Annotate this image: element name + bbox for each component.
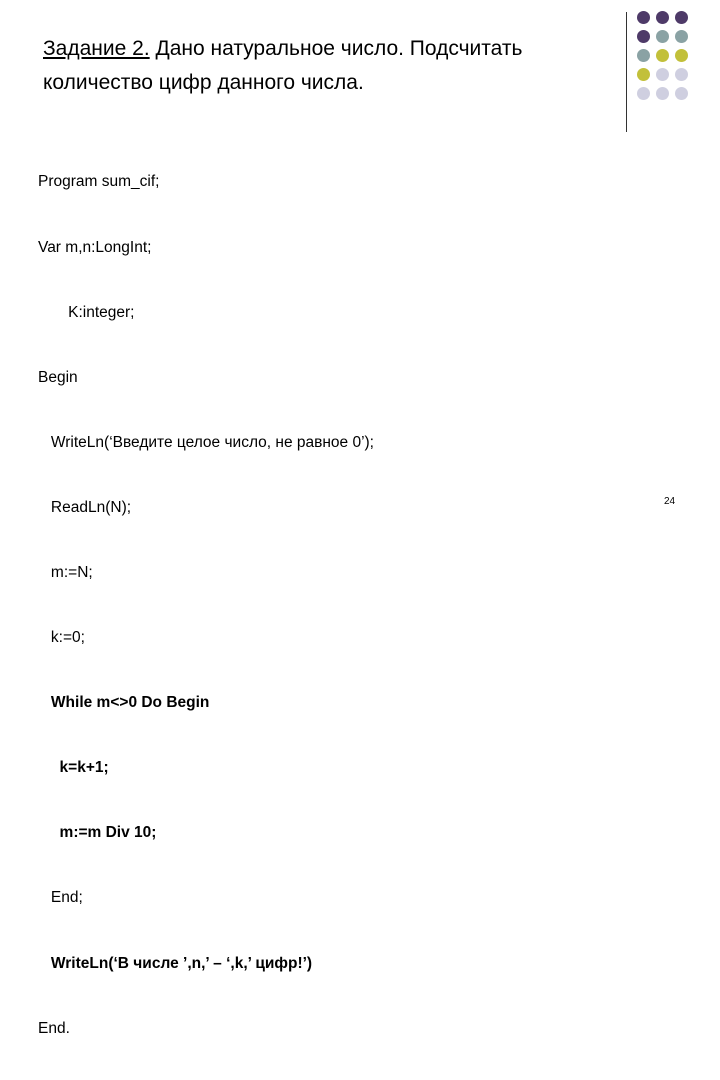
title-line-1-text: Дано натуральное число. Подсчитать (149, 37, 523, 60)
page-number: 24 (664, 496, 676, 507)
code-line: ReadLn(N); (38, 498, 132, 516)
code-line: m:=N; (38, 563, 93, 581)
decorative-dot (637, 87, 650, 100)
decorative-dot-grid (637, 11, 717, 121)
decorative-dot (656, 11, 669, 24)
code-line: K:integer; (38, 303, 135, 321)
decorative-dot (656, 68, 669, 81)
slide-title (43, 32, 613, 100)
code-line: Var m,n:LongInt; (38, 238, 152, 256)
code-line: WriteLn(‘Введите целое число, не равное 0’); (38, 433, 374, 451)
code-line: While m<>0 Do Begin (38, 694, 210, 712)
code-line: End. (38, 1019, 70, 1037)
decorative-dot (637, 11, 650, 24)
decorative-dot (637, 30, 650, 43)
code-line: End; (38, 889, 83, 907)
code-line: m:=m Div 10; (38, 824, 157, 842)
decorative-dot (675, 68, 688, 81)
decorative-dot (656, 49, 669, 62)
decorative-dot (656, 87, 669, 100)
decorative-dot (656, 30, 669, 43)
code-line: Begin (38, 368, 78, 386)
decorative-dot (675, 30, 688, 43)
title-line-1 (43, 32, 613, 66)
code-line: k:=0; (38, 629, 85, 647)
code-line: WriteLn(‘В числе ’,n,’ – ‘,k,’ цифр!’) (38, 954, 313, 972)
task-label: Задание 2. (43, 37, 150, 60)
decorative-dot (637, 49, 650, 62)
decorative-dot (675, 49, 688, 62)
code-line: k=k+1; (38, 759, 109, 777)
code-block (38, 128, 598, 1080)
decorative-dot (675, 11, 688, 24)
vertical-divider (626, 12, 627, 132)
title-line-2: количество цифр данного числа. (43, 71, 364, 94)
code-line: Program sum_cif; (38, 173, 160, 191)
decorative-dot (675, 87, 688, 100)
decorative-dot (637, 68, 650, 81)
